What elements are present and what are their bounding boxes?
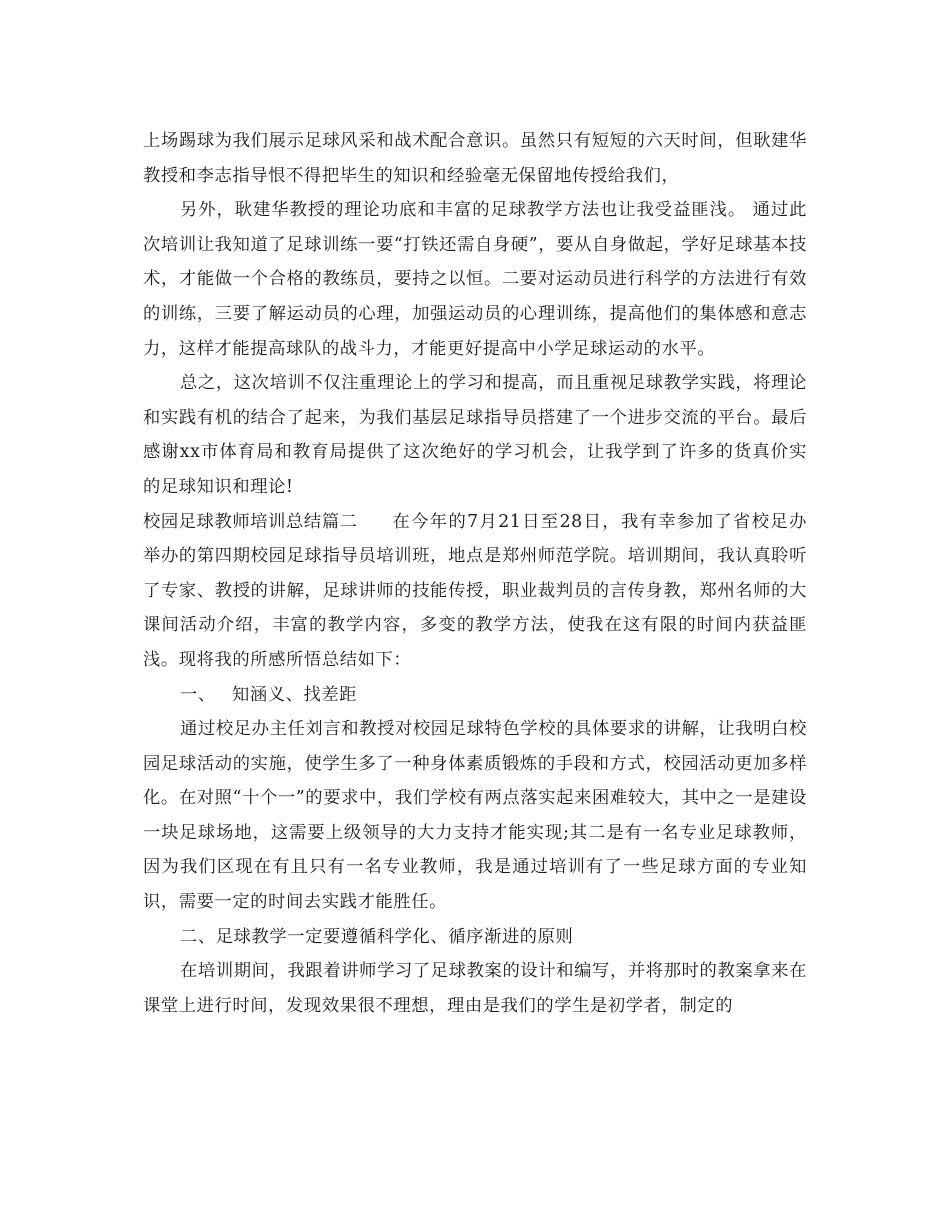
heading-1-number: 一、 bbox=[180, 684, 216, 705]
section-2-intro bbox=[143, 505, 807, 678]
document-page bbox=[143, 124, 807, 1023]
section-2-title: 校园足球教师培训总结篇二 bbox=[143, 511, 358, 532]
heading-1-text: 知涵义、找差距 bbox=[232, 684, 358, 705]
paragraph-2: 另外，耿建华教授的理论功底和丰富的足球教学方法也让我受益匪浅。 通过此次培训让我知道了足球训练一要“打铁还需自身硬”，要从自身做起，学好足球基本技术，才能做一个合格的教练员，要持之以恒。二要对运动员进行科学的方法进行有效的训练，三要了解运动员的心理，加强运动员的心理训练，提高他们的集体感和意志力，这样才能提高球队的战斗力，才能更好提高中小学足球运动的水平。 bbox=[143, 200, 807, 359]
heading-2: 二、足球教学一定要遵循科学化、循序渐进的原则 bbox=[180, 926, 574, 947]
paragraph-1: 上场踢球为我们展示足球风采和战术配合意识。虽然只有短短的六天时间，但耿建华教授和李志指导恨不得把毕生的知识和经验毫无保留地传授给我们， bbox=[143, 131, 807, 186]
paragraph-3: 总之，这次培训不仅注重理论上的学习和提高，而且重视足球教学实践，将理论和实践有机的结合了起来，为我们基层足球指导员搭建了一个进步交流的平台。最后感谢xx市体育局和教育局提供了这次绝好的学习机会，让我学到了许多的货真价实的足球知识和理论! bbox=[143, 373, 807, 497]
paragraph-5: 在培训期间，我跟着讲师学习了足球教案的设计和编写，并将那时的教案拿来在课堂上进行时间，发现效果很不理想，理由是我们的学生是初学者，制定的 bbox=[143, 961, 807, 1016]
paragraph-4: 通过校足办主任刘言和教授对校园足球特色学校的具体要求的讲解，让我明白校园足球活动的实施，使学生多了一种身体素质锻炼的手段和方式，校园活动更加多样化。在对照“十个一”的要求中，我们学校有两点落实起来困难较大，其中之一是建设一块足球场地，这需要上级领导的大力支持才能实现;其二是有一名专业足球教师，因为我们区现在有且只有一名专业教师，我是通过培训有了一些足球方面的专业知识，需要一定的时间去实践才能胜任。 bbox=[143, 719, 807, 913]
heading-1 bbox=[143, 678, 807, 713]
section-2-intro-text: 在今年的7月21日至28日，我有幸参加了省校足办举办的第四期校园足球指导员培训班，地点是郑州师范学院。培训期间，我认真聆听了专家、教授的讲解，足球讲师的技能传授，职业裁判员的言传身教，郑州名师的大课间活动介绍，丰富的教学内容，多变的教学方法，使我在这有限的时间内获益匪浅。现将我的所感所悟总结如下： bbox=[143, 511, 807, 670]
